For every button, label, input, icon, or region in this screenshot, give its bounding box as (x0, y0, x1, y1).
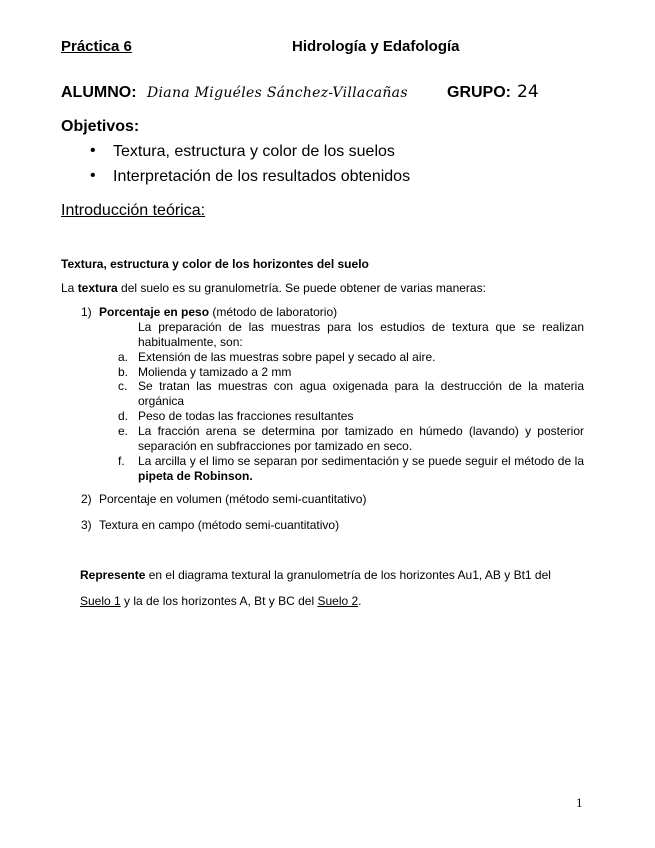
step-text: Extensión de las muestras sobre papel y secado al aire. (138, 350, 436, 364)
method-number: 2) (81, 492, 92, 506)
intro-bold-term: textura (77, 281, 118, 295)
suelo-2-link: Suelo 2 (317, 594, 359, 608)
objetivo-item: Interpretación de los resultados obtenidos (113, 168, 411, 185)
step-text: Peso de todas las fracciones resultantes (138, 409, 354, 423)
method-1-description: La preparación de las muestras para los estudios de textura que se realizan habitualmente, son: (138, 320, 584, 349)
method-number: 3) (81, 518, 92, 532)
method-1-rest: (método de laboratorio) (209, 305, 338, 319)
step-text (138, 454, 584, 484)
method-1-title (99, 305, 337, 320)
step-f-bold: pipeta de Robinson. (138, 469, 253, 483)
objetivos-title: Objetivos: (61, 118, 140, 135)
grupo-label: GRUPO: (447, 84, 511, 101)
alumno-name-handwritten: Diana Miguéles Sánchez-Villacañas (147, 85, 408, 101)
bullet-icon: • (90, 167, 96, 184)
represent-text-2: y la de los horizontes A, Bt y BC del (120, 594, 318, 608)
step-marker: b. (118, 365, 129, 379)
step-f-text: La arcilla y el limo se separan por sedimentación y se puede seguir el método de la (138, 454, 584, 468)
bullet-icon: • (90, 142, 96, 159)
intro-post: del suelo es su granulometría. Se puede obtener de varias maneras: (117, 281, 486, 295)
represent-text-1: en el diagrama textural la granulometría de los horizontes Au1, AB y Bt1 del (145, 568, 551, 582)
step-marker: e. (118, 424, 129, 438)
method-3-text: Textura en campo (método semi-cuantitativo) (99, 518, 340, 532)
step-marker: d. (118, 409, 129, 423)
subject-title: Hidrología y Edafología (292, 38, 460, 55)
page-number: 1 (576, 795, 583, 810)
method-1-bold: Porcentaje en peso (99, 305, 210, 319)
method-2-text: Porcentaje en volumen (método semi-cuantitativo) (99, 492, 367, 506)
step-text: La fracción arena se determina por tamizado en húmedo (lavando) y posterior separación en subfracciones por tamizado en seco. (138, 424, 584, 453)
represent-text-3: . (358, 594, 362, 608)
step-text: Molienda y tamizado a 2 mm (138, 365, 292, 379)
method-number: 1) (81, 305, 92, 319)
section-title: Textura, estructura y color de los horizontes del suelo (61, 257, 369, 271)
represent-bold: Represente (80, 568, 146, 582)
objetivo-item: Textura, estructura y color de los suelos (113, 143, 395, 160)
step-marker: a. (118, 350, 129, 364)
step-text: Se tratan las muestras con agua oxigenada para la destrucción de la materia orgánica (138, 379, 584, 408)
represent-paragraph (80, 562, 580, 614)
grupo-value-handwritten: 24 (517, 82, 539, 102)
step-marker: c. (118, 379, 128, 393)
alumno-label: ALUMNO: (61, 84, 137, 101)
introduccion-heading: Introducción teórica: (61, 202, 206, 219)
section-intro (61, 281, 486, 296)
intro-pre: La (61, 281, 78, 295)
practica-title: Práctica 6 (61, 38, 132, 55)
step-marker: f. (118, 454, 125, 468)
suelo-1-link: Suelo 1 (80, 594, 121, 608)
